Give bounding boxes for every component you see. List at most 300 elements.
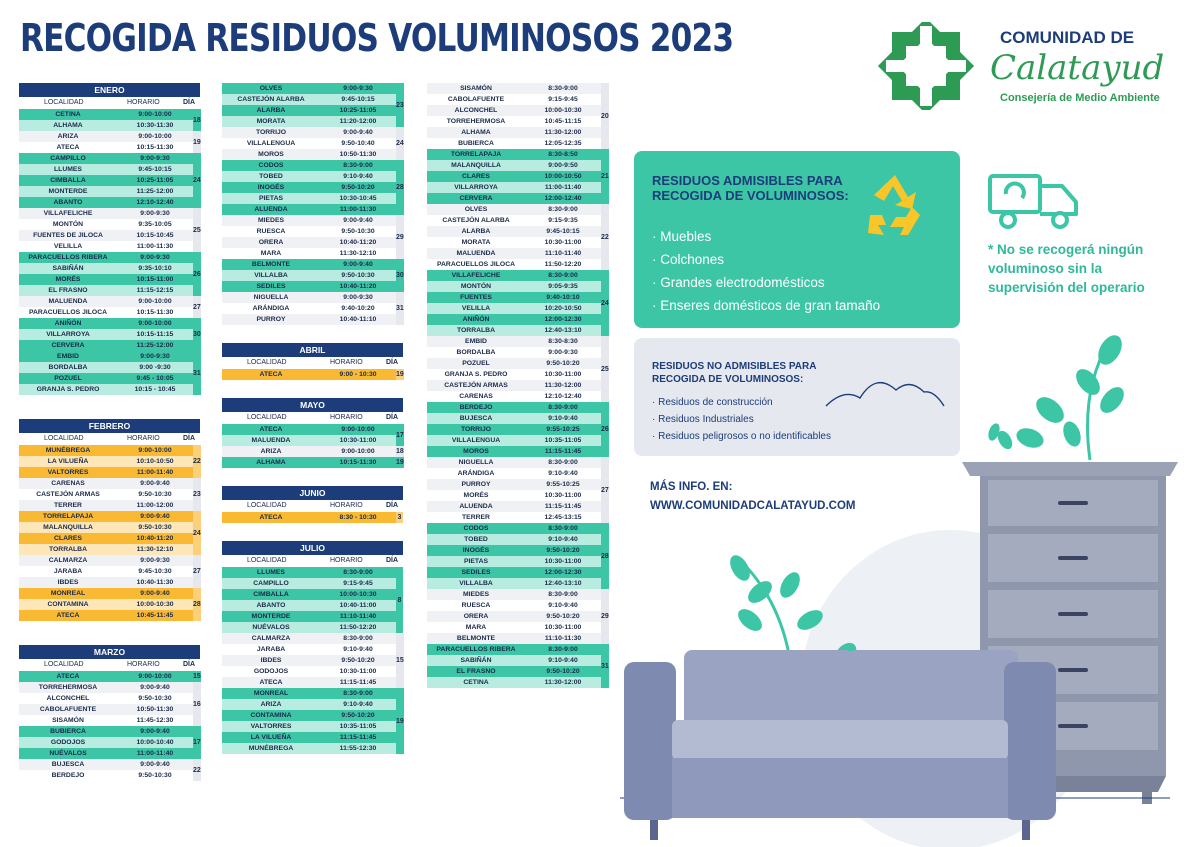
horario-cell: 11:20-12:00	[339, 118, 377, 125]
dia-cell: 24	[193, 511, 201, 555]
header-dia: DÍA	[385, 414, 399, 421]
localidad-cell: BUBIERCA	[458, 140, 494, 147]
table-row	[19, 307, 193, 318]
furniture-illustration	[610, 330, 1198, 847]
table-row	[427, 182, 601, 193]
table-row	[427, 644, 601, 655]
header-horario: HORARIO	[329, 414, 363, 421]
day-group	[222, 83, 403, 127]
table-row	[427, 116, 601, 127]
table-row	[222, 226, 396, 237]
localidad-cell: ALCONCHEL	[46, 695, 90, 702]
day-group	[19, 478, 200, 511]
month-title: ENERO	[19, 83, 200, 97]
localidad-cell: VILLALBA	[459, 580, 493, 587]
table-header	[222, 412, 403, 424]
day-group	[19, 208, 200, 252]
horario-cell: 11:00-11:40	[136, 469, 174, 476]
day-group	[19, 153, 200, 208]
no-admisibles-title-line1: RESIDUOS NO ADMISIBLES PARA	[652, 361, 817, 372]
table-row	[19, 682, 193, 693]
table-row	[427, 446, 601, 457]
localidad-cell: MONTÓN	[460, 283, 492, 290]
admisible-item: · Enseres domésticos de gran tamaño	[652, 298, 881, 313]
table-row	[19, 704, 193, 715]
header-localidad: LOCALIDAD	[246, 359, 287, 366]
dia-cell: 19	[193, 131, 201, 153]
no-admisible-item: · Residuos de construcción	[652, 397, 773, 408]
localidad-cell: MALANQUILLA	[43, 524, 93, 531]
table-row	[222, 567, 396, 578]
horario-cell: 10:40-11:30	[136, 579, 174, 586]
horario-cell: 10:30-11:00	[544, 558, 582, 565]
admisibles-box	[634, 151, 960, 328]
localidad-cell: OLVES	[464, 206, 488, 213]
dia-cell: 15	[396, 633, 404, 688]
localidad-cell: MORÉS	[463, 492, 489, 499]
dia-cell: 31	[193, 351, 201, 395]
horario-cell: 10:40-11:10	[339, 316, 377, 323]
localidad-cell: CODOS	[258, 162, 284, 169]
table-row	[19, 241, 193, 252]
table-row	[427, 237, 601, 248]
table-row	[19, 577, 193, 588]
day-group	[222, 369, 403, 380]
website-link[interactable]: WWW.COMUNIDADCALATAYUD.COM	[650, 500, 856, 512]
localidad-cell: CARENAS	[51, 480, 85, 487]
table-row	[427, 633, 601, 644]
horario-cell: 9:00-9:40	[140, 590, 170, 597]
horario-cell: 11:25-12:00	[136, 342, 174, 349]
horario-cell: 9:00-10:00	[138, 298, 172, 305]
logo	[872, 22, 1172, 112]
table-row	[19, 748, 193, 759]
day-group	[19, 445, 200, 478]
localidad-cell: MORÉS	[55, 276, 81, 283]
table-row	[19, 726, 193, 737]
localidad-cell: VILLARROYA	[454, 184, 498, 191]
localidad-cell: MALANQUILLA	[451, 162, 501, 169]
admisible-item: · Grandes electrodomésticos	[652, 275, 825, 290]
table-row	[427, 358, 601, 369]
localidad-cell: VILLALENGUA	[246, 140, 296, 147]
table-row	[222, 259, 396, 270]
table-row	[222, 655, 396, 666]
localidad-cell: ARÁNDIGA	[457, 470, 495, 477]
dia-cell: 20	[601, 83, 609, 149]
horario-cell: 9:45 - 10:05	[136, 375, 174, 382]
table-row	[222, 710, 396, 721]
table-row	[19, 153, 193, 164]
horario-cell: 9:35-10:10	[138, 265, 172, 272]
day-group	[222, 457, 403, 468]
horario-cell: 11:00-11:30	[136, 243, 174, 250]
localidad-cell: ARIZA	[57, 133, 79, 140]
month-title: MARZO	[19, 645, 200, 659]
dia-cell: 17	[396, 424, 404, 446]
horario-cell: 9:55-10:25	[546, 426, 580, 433]
horario-cell: 10:00-10:30	[339, 591, 377, 598]
table-row	[222, 116, 396, 127]
horario-cell: 11:25-12:00	[136, 188, 174, 195]
table-row	[222, 600, 396, 611]
table-header	[222, 500, 403, 512]
horario-cell: 9:50-10:30	[138, 524, 172, 531]
table-row	[427, 589, 601, 600]
horario-cell: 9:00-10:00	[138, 133, 172, 140]
table-row	[19, 467, 193, 478]
day-group	[427, 457, 608, 523]
table-row	[427, 622, 601, 633]
truck-icon	[986, 170, 1084, 232]
localidad-cell: GODOJOS	[50, 739, 86, 746]
header-localidad: LOCALIDAD	[246, 414, 287, 421]
localidad-cell: ATECA	[259, 371, 283, 378]
localidad-cell: TORREHERMOSA	[38, 684, 98, 691]
localidad-cell: EMBID	[57, 353, 79, 360]
day-group	[19, 511, 200, 555]
horario-cell: 8:30-9:00	[548, 459, 578, 466]
horario-cell: 9:10-9:40	[548, 470, 578, 477]
horario-cell: 10:45-11:45	[136, 612, 174, 619]
horario-cell: 9:10-9:40	[343, 173, 373, 180]
logo-line3: Consejería de Medio Ambiente	[1000, 92, 1160, 104]
localidad-cell: ARÁNDIGA	[252, 305, 290, 312]
localidad-cell: VALTORRES	[250, 723, 292, 730]
table-row	[427, 336, 601, 347]
horario-cell: 9:00-9:40	[343, 129, 373, 136]
header-localidad: LOCALIDAD	[246, 502, 287, 509]
day-group	[427, 149, 608, 204]
table-row	[427, 391, 601, 402]
localidad-cell: ALHAMA	[53, 122, 83, 129]
day-group	[19, 318, 200, 351]
dia-cell: 29	[396, 215, 404, 259]
localidad-cell: ATECA	[259, 679, 283, 686]
localidad-cell: CERVERA	[459, 195, 493, 202]
horario-cell: 9:00-9:40	[140, 513, 170, 520]
localidad-cell: LA VILUEÑA	[250, 734, 292, 741]
localidad-cell: RUESCA	[256, 228, 286, 235]
dia-cell: 19	[396, 371, 404, 378]
horario-cell: 11:15-12:15	[136, 287, 174, 294]
localidad-cell: CAMPILLO	[50, 155, 86, 162]
dia-cell: 22	[601, 204, 609, 270]
table-row	[19, 208, 193, 219]
horario-cell: 8:30-9:00	[548, 525, 578, 532]
logo-line2: Calatayud	[990, 48, 1165, 88]
localidad-cell: ATECA	[56, 612, 80, 619]
table-row	[222, 369, 396, 380]
table-row	[19, 478, 193, 489]
horario-cell: 10:30-11:00	[544, 492, 582, 499]
dia-cell: 23	[396, 83, 404, 127]
localidad-cell: ABANTO	[53, 199, 83, 206]
localidad-cell: TERRER	[462, 514, 490, 521]
table-row	[427, 369, 601, 380]
horario-cell: 10:20-10:50	[544, 305, 582, 312]
horario-cell: 9:50-10:30	[138, 491, 172, 498]
localidad-cell: MUNÉBREGA	[45, 447, 91, 454]
day-group	[222, 259, 403, 292]
horario-cell: 9:10-9:40	[343, 701, 373, 708]
localidad-cell: SABIÑÁN	[460, 657, 492, 664]
horario-cell: 10:35-11:05	[544, 437, 582, 444]
dia-cell: 29	[601, 589, 609, 644]
no-admisible-item: · Residuos peligrosos o no identificables	[652, 431, 831, 442]
day-group	[222, 424, 403, 446]
localidad-cell: ATECA	[56, 673, 80, 680]
localidad-cell: MUNÉBREGA	[248, 745, 294, 752]
table-row	[427, 204, 601, 215]
localidad-cell: IBDES	[57, 579, 79, 586]
dia-cell: 27	[601, 457, 609, 523]
table-row	[427, 281, 601, 292]
table-row	[222, 644, 396, 655]
horario-cell: 8:30-9:00	[343, 635, 373, 642]
month-marzo	[19, 645, 200, 781]
localidad-cell: TORRIJO	[460, 426, 492, 433]
table-row	[19, 610, 193, 621]
horario-cell: 11:30-12:00	[544, 679, 582, 686]
table-row	[427, 424, 601, 435]
horario-cell: 8:30-8:30	[548, 338, 578, 345]
table-row	[427, 468, 601, 479]
horario-cell: 10:35-11:05	[339, 723, 377, 730]
localidad-cell: NIGUELLA	[458, 459, 494, 466]
localidad-cell: LA VILUEÑA	[47, 458, 89, 465]
localidad-cell: PURROY	[461, 481, 491, 488]
localidad-cell: CONTAMINA	[47, 601, 89, 608]
horario-cell: 8:30-9:00	[548, 646, 578, 653]
table-row	[19, 230, 193, 241]
localidad-cell: BELMONTE	[456, 635, 496, 642]
table-row	[222, 215, 396, 226]
horario-cell: 10:25-11:05	[136, 177, 174, 184]
day-group	[19, 109, 200, 131]
horario-cell: 12:40-13:10	[544, 580, 582, 587]
horario-cell: 8:30-9:00	[548, 404, 578, 411]
horario-cell: 11:55-12:30	[339, 745, 377, 752]
day-group	[427, 336, 608, 402]
day-group	[19, 671, 200, 682]
table-row	[222, 303, 396, 314]
month-title: ABRIL	[222, 343, 403, 357]
table-row	[427, 325, 601, 336]
localidad-cell: GRANJA S. PEDRO	[444, 371, 508, 378]
table-row	[427, 149, 601, 160]
table-row	[19, 555, 193, 566]
localidad-cell: MORATA	[256, 118, 286, 125]
horario-cell: 9:00 - 10:30	[339, 371, 377, 378]
header-horario: HORARIO	[126, 661, 160, 668]
horario-cell: 10:25-11:05	[339, 107, 377, 114]
localidad-cell: EMBID	[465, 338, 487, 345]
horario-cell: 11:00-12:00	[136, 502, 174, 509]
table-row	[427, 479, 601, 490]
localidad-cell: CALMARZA	[48, 557, 88, 564]
dia-cell: 28	[193, 588, 201, 621]
day-group	[19, 351, 200, 395]
horario-cell: 11:10-11:40	[339, 613, 377, 620]
localidad-cell: EL FRASNO	[456, 668, 496, 675]
day-group	[19, 252, 200, 296]
horario-cell: 10:40-11:00	[339, 602, 377, 609]
horario-cell: 8:30-9:00	[343, 162, 373, 169]
month-abril	[222, 343, 403, 380]
day-group	[427, 402, 608, 457]
dia-cell: 15	[193, 673, 201, 680]
horario-cell: 9:50-10:20	[546, 668, 580, 675]
table-row	[19, 362, 193, 373]
dia-cell: 30	[396, 259, 404, 292]
table-row	[427, 512, 601, 523]
table-row	[427, 545, 601, 556]
localidad-cell: PARACUELLOS JILOCA	[436, 261, 516, 268]
month-title: JULIO	[222, 541, 403, 555]
horario-cell: 9:45-10:15	[138, 166, 172, 173]
localidad-cell: CALMARZA	[251, 635, 291, 642]
table-row	[427, 138, 601, 149]
day-group	[427, 644, 608, 688]
horario-cell: 9:10-9:40	[548, 657, 578, 664]
horario-cell: 10:15-11:00	[136, 276, 174, 283]
horario-cell: 9:05-9:35	[548, 283, 578, 290]
localidad-cell: ALCONCHEL	[454, 107, 498, 114]
horario-cell: 9:45-10:30	[138, 568, 172, 575]
day-group	[19, 682, 200, 726]
localidad-cell: VILLALENGUA	[451, 437, 501, 444]
localidad-cell: CASTEJÓN ALARBA	[442, 217, 510, 224]
localidad-cell: ABANTO	[256, 602, 286, 609]
localidad-cell: CASTEJÓN ARMAS	[36, 491, 100, 498]
localidad-cell: CAMPILLO	[253, 580, 289, 587]
localidad-cell: TORRALBA	[456, 327, 495, 334]
table-row	[19, 219, 193, 230]
horario-cell: 10:30-11:30	[136, 122, 174, 129]
localidad-cell: VELILLA	[461, 305, 491, 312]
table-header	[19, 433, 200, 445]
horario-cell: 11:30-12:10	[339, 250, 377, 257]
horario-cell: 8:30-9:00	[548, 206, 578, 213]
month-julio	[222, 541, 403, 754]
month-febrero	[19, 419, 200, 621]
table-row	[19, 500, 193, 511]
header-horario: HORARIO	[329, 557, 363, 564]
dia-cell: 22	[193, 759, 201, 781]
horario-cell: 10:15-10:45	[136, 232, 174, 239]
table-row	[427, 567, 601, 578]
table-row	[19, 445, 193, 456]
horario-cell: 9:00-9:30	[140, 557, 170, 564]
horario-cell: 11:10-11:30	[544, 635, 582, 642]
horario-cell: 9:00-9:30	[343, 294, 373, 301]
day-group	[222, 567, 403, 633]
table-row	[222, 204, 396, 215]
table-row	[222, 248, 396, 259]
localidad-cell: SABIÑÁN	[52, 265, 84, 272]
horario-cell: 8:30-9:00	[548, 272, 578, 279]
dia-cell: 8	[396, 567, 403, 633]
horario-cell: 9:10-9:40	[548, 602, 578, 609]
header-horario: HORARIO	[126, 435, 160, 442]
localidad-cell: VELILLA	[53, 243, 83, 250]
horario-cell: 11:15-11:45	[544, 448, 582, 455]
day-group	[19, 555, 200, 588]
table-row	[427, 303, 601, 314]
admisible-item: · Colchones	[652, 252, 725, 267]
table-row	[19, 252, 193, 263]
table-row	[222, 138, 396, 149]
horario-cell: 11:00-11:40	[544, 184, 582, 191]
localidad-cell: PURROY	[256, 316, 286, 323]
table-header	[19, 97, 200, 109]
localidad-cell: POZUEL	[462, 360, 490, 367]
header-dia: DÍA	[385, 502, 399, 509]
horario-cell: 9:50-10:30	[138, 695, 172, 702]
table-row	[427, 292, 601, 303]
localidad-cell: PARACUELLOS JILOCA	[28, 309, 108, 316]
horario-cell: 9:10-9:40	[548, 536, 578, 543]
horario-cell: 10:00-10:50	[544, 173, 582, 180]
column-1	[19, 83, 200, 781]
localidad-cell: MALUENDA	[48, 298, 88, 305]
localidad-cell: MOROS	[463, 448, 489, 455]
day-group	[19, 131, 200, 153]
localidad-cell: CASTEJÓN ARMAS	[444, 382, 508, 389]
localidad-cell: PARACUELLOS RIBERA	[28, 254, 108, 261]
table-row	[19, 285, 193, 296]
table-row	[19, 197, 193, 208]
table-row	[19, 384, 193, 395]
horario-cell: 9:00-9:40	[140, 728, 170, 735]
table-row	[222, 281, 396, 292]
dia-cell: 23	[193, 478, 201, 511]
table-row	[427, 171, 601, 182]
month-title: MAYO	[222, 398, 403, 412]
localidad-cell: BERDEJO	[51, 772, 85, 779]
horario-cell: 9:50-10:30	[341, 272, 375, 279]
header-dia: DÍA	[182, 99, 196, 106]
column-2	[222, 83, 403, 754]
table-row	[19, 511, 193, 522]
localidad-cell: TOBED	[259, 173, 283, 180]
horario-cell: 9:00-9:30	[548, 349, 578, 356]
table-row	[222, 105, 396, 116]
horario-cell: 10:15-11:30	[339, 459, 377, 466]
table-row	[19, 737, 193, 748]
table-row	[222, 512, 396, 523]
localidad-cell: GRANJA S. PEDRO	[36, 386, 100, 393]
horario-cell: 11:30-12:00	[544, 382, 582, 389]
localidad-cell: BERDEJO	[459, 404, 493, 411]
horario-cell: 11:10-11:40	[544, 250, 582, 257]
localidad-cell: MIEDES	[462, 591, 490, 598]
localidad-cell: MONREAL	[50, 590, 86, 597]
horario-cell: 8:30-8:50	[548, 151, 578, 158]
localidad-cell: MONTERDE	[48, 188, 88, 195]
table-row	[427, 105, 601, 116]
localidad-cell: INOGÉS	[257, 184, 285, 191]
localidad-cell: BORDALBA	[456, 349, 496, 356]
localidad-cell: JARABA	[53, 568, 83, 575]
table-row	[222, 732, 396, 743]
horario-cell: 9:35-10:05	[138, 221, 172, 228]
localidad-cell: TERRER	[54, 502, 82, 509]
sofa-icon	[624, 650, 1056, 840]
dia-cell: 27	[193, 555, 201, 588]
horario-cell: 9:00-9:40	[140, 684, 170, 691]
